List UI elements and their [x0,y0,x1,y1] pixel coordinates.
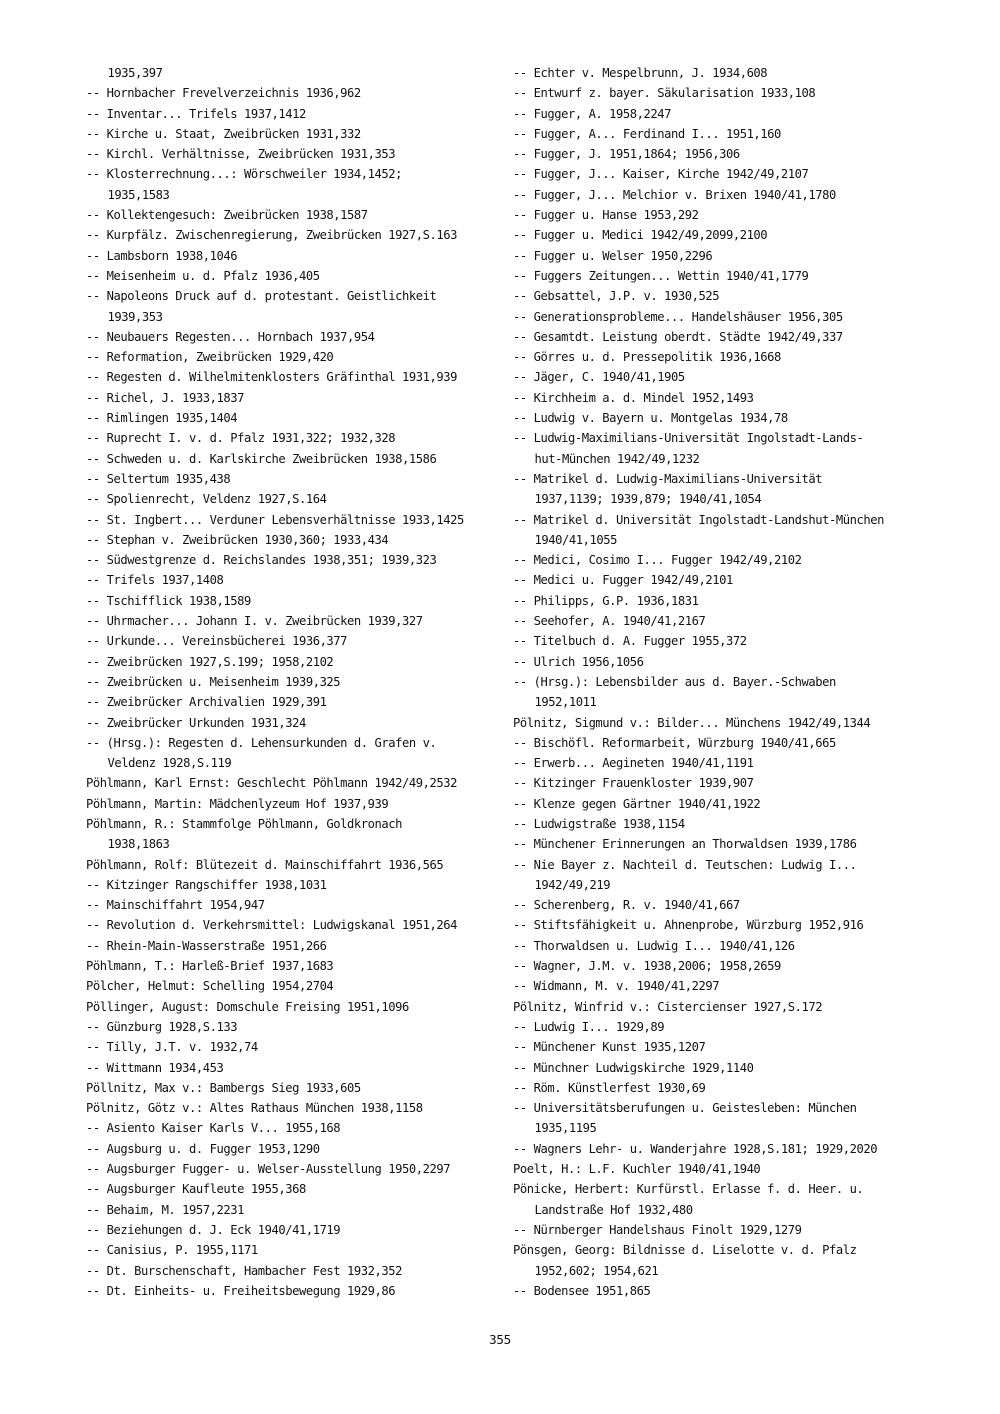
index-entry: -- Augsburger Fugger- u. Welser-Ausstellung 1950,2297 [86,1161,451,1177]
index-entry: -- Kirchheim a. d. Mindel 1952,1493 [513,389,754,405]
index-entry: -- Ruprecht I. v. d. Pfalz 1931,322; 1932,328 [86,430,396,446]
index-entry: Pöllinger, August: Domschule Freising 1951,1096 [86,998,409,1014]
index-entry: -- Fugger, J. 1951,1864; 1956,306 [513,146,740,162]
index-entry: -- Generationsprobleme... Handelshäuser 1956,305 [513,308,843,324]
index-entry: Pöhlmann, T.: Harleß-Brief 1937,1683 [86,958,334,974]
index-entry: Pöhlmann, Rolf: Blütezeit d. Mainschiffahrt 1936,565 [86,856,444,872]
index-entry: -- Stiftsfähigkeit u. Ahnenprobe, Würzburg 1952,916 [513,917,864,933]
index-entry: -- Zweibrücker Archivalien 1929,391 [86,694,327,710]
index-entry: -- Ulrich 1956,1056 [513,653,644,669]
index-entry: -- Matrikel d. Universität Ingolstadt-Landshut-München [513,511,884,527]
index-entry: -- Kollektengesuch: Zweibrücken 1938,1587 [86,207,368,223]
index-entry: -- Fugger u. Hanse 1953,292 [513,207,699,223]
index-entry: -- Lambsborn 1938,1046 [86,247,238,263]
index-entry: -- Titelbuch d. A. Fugger 1955,372 [513,633,747,649]
index-entry: -- Widmann, M. v. 1940/41,2297 [513,978,720,994]
index-entry: -- Fugger, J... Kaiser, Kirche 1942/49,2107 [513,166,809,182]
index-entry: -- Tschifflick 1938,1589 [86,592,251,608]
index-entry: Poelt, H.: L.F. Kuchler 1940/41,1940 [513,1161,761,1177]
index-entry: Pöllnitz, Max v.: Bambergs Sieg 1933,605 [86,1079,361,1095]
index-entry: -- Entwurf z. bayer. Säkularisation 1933,108 [513,85,816,101]
index-entry: -- Röm. Künstlerfest 1930,69 [513,1079,706,1095]
index-entry: -- (Hrsg.): Lebensbilder aus d. Bayer.-Schwaben [513,673,836,689]
index-entry: -- Bodensee 1951,865 [513,1282,651,1298]
index-entry: -- Mainschiffahrt 1954,947 [86,897,265,913]
index-entry: -- Gebsattel, J.P. v. 1930,525 [513,288,720,304]
index-entry: -- Beziehungen d. J. Eck 1940/41,1719 [86,1221,341,1237]
index-entry: -- (Hrsg.): Regesten d. Lehensurkunden d. Grafen v. [86,734,437,750]
index-entry: -- Scherenberg, R. v. 1940/41,667 [513,897,740,913]
index-entry-continuation: 1935,1195 [534,1120,597,1136]
index-entry-continuation: 1937,1139; 1939,879; 1940/41,1054 [534,491,762,507]
index-entry: -- Ludwig I... 1929,89 [513,1018,665,1034]
index-entry: -- Dt. Einheits- u. Freiheitsbewegung 1929,86 [86,1282,396,1298]
index-entry: -- Münchener Erinnerungen an Thorwaldsen 1939,1786 [513,836,857,852]
index-entry: -- Trifels 1937,1408 [86,572,224,588]
index-entry-continuation: 1952,602; 1954,621 [534,1262,659,1278]
index-entry: -- Münchner Ludwigskirche 1929,1140 [513,1059,754,1075]
index-entry: -- Seltertum 1935,438 [86,470,231,486]
index-entry: -- Seehofer, A. 1940/41,2167 [513,613,706,629]
index-entry: -- Uhrmacher... Johann I. v. Zweibrücken 1939,327 [86,613,423,629]
index-entry: -- Zweibrücken 1927,S.199; 1958,2102 [86,653,334,669]
index-entry: -- Kitzinger Frauenkloster 1939,907 [513,775,754,791]
index-entry: -- Napoleons Druck auf d. protestant. Geistlichkeit [86,288,437,304]
index-entry: -- Fugger, A... Ferdinand I... 1951,160 [513,125,781,141]
index-entry: -- Kurpfälz. Zwischenregierung, Zweibrücken 1927,S.163 [86,227,457,243]
index-entry-continuation: 1942/49,219 [534,876,611,892]
index-entry: -- Matrikel d. Ludwig-Maximilians-Universität [513,470,823,486]
index-entry: Pölcher, Helmut: Schelling 1954,2704 [86,978,334,994]
index-entry: -- Münchener Kunst 1935,1207 [513,1039,706,1055]
index-entry: Pölnitz, Götz v.: Altes Rathaus München 1938,1158 [86,1100,423,1116]
page-number: 355 [489,1332,511,1347]
index-entry: -- Erwerb... Aegineten 1940/41,1191 [513,755,754,771]
index-entry: -- St. Ingbert... Verduner Lebensverhältnisse 1933,1425 [86,511,464,527]
index-entry: -- Echter v. Mespelbrunn, J. 1934,608 [513,65,768,80]
index-entry: -- Zweibrücker Urkunden 1931,324 [86,714,306,730]
index-entry: Pölnitz, Winfrid v.: Cistercienser 1927,S.172 [513,998,823,1014]
index-entry: -- Fugger u. Welser 1950,2296 [513,247,713,263]
index-entry: -- Neubauers Regesten... Hornbach 1937,954 [86,328,375,344]
index-entry-continuation: hut-München 1942/49,1232 [534,450,700,466]
index-entry: -- Spolienrecht, Veldenz 1927,S.164 [86,491,327,507]
index-entry: Pölnitz, Sigmund v.: Bilder... Münchens 1942/49,1344 [513,714,871,730]
index-entry: -- Bischöfl. Reformarbeit, Würzburg 1940/41,665 [513,734,836,750]
index-entry: -- Ludwigstraße 1938,1154 [513,815,685,831]
right-column [513,63,918,1301]
index-entry: -- Wittmann 1934,453 [86,1059,224,1075]
index-entry-continuation: 1938,1863 [107,836,170,852]
index-entry: Pönicke, Herbert: Kurfürstl. Erlasse f. d. Heer. u. [513,1181,864,1197]
left-column [86,63,506,1301]
index-entry: -- Südwestgrenze d. Reichslandes 1938,351; 1939,323 [86,552,437,568]
index-entry: -- Kitzinger Rangschiffer 1938,1031 [86,876,327,892]
index-entry: -- Canisius, P. 1955,1171 [86,1242,258,1258]
index-entry: -- Ludwig v. Bayern u. Montgelas 1934,78 [513,410,788,426]
index-entry-continuation: 1952,1011 [534,694,597,710]
index-entry: -- Urkunde... Vereinsbücherei 1936,377 [86,633,348,649]
index-entry: -- Meisenheim u. d. Pfalz 1936,405 [86,267,320,283]
index-entry: -- Kirchl. Verhältnisse, Zweibrücken 1931,353 [86,146,396,162]
index-entry: -- Reformation, Zweibrücken 1929,420 [86,349,334,365]
index-entry: -- Behaim, M. 1957,2231 [86,1201,245,1217]
index-entry: -- Fuggers Zeitungen... Wettin 1940/41,1779 [513,267,809,283]
index-entry: -- Fugger u. Medici 1942/49,2099,2100 [513,227,768,243]
index-entry: Pöhlmann, R.: Stammfolge Pöhlmann, Goldkronach [86,815,403,831]
index-entry: -- Dt. Burschenschaft, Hambacher Fest 1932,352 [86,1262,403,1278]
index-entry: -- Medici u. Fugger 1942/49,2101 [513,572,733,588]
index-entry: -- Nürnberger Handelshaus Finolt 1929,1279 [513,1221,802,1237]
index-entry-continuation: 1935,397 [107,65,163,80]
index-entry-continuation: Veldenz 1928,S.119 [107,755,232,771]
index-entry: -- Jäger, C. 1940/41,1905 [513,369,685,385]
index-entry: -- Stephan v. Zweibrücken 1930,360; 1933,434 [86,531,389,547]
index-entry: -- Augsburg u. d. Fugger 1953,1290 [86,1140,320,1156]
index-entry: -- Günzburg 1928,S.133 [86,1018,238,1034]
index-entry: -- Fugger, J... Melchior v. Brixen 1940/41,1780 [513,186,836,202]
index-entry: -- Gesamtdt. Leistung oberdt. Städte 1942/49,337 [513,328,843,344]
index-entry: -- Tilly, J.T. v. 1932,74 [86,1039,258,1055]
index-entry: Pöhlmann, Karl Ernst: Geschlecht Pöhlmann 1942/49,2532 [86,775,457,791]
index-entry: -- Philipps, G.P. 1936,1831 [513,592,699,608]
index-entry: -- Regesten d. Wilhelmitenklosters Gräfinthal 1931,939 [86,369,457,385]
index-entry: -- Asiento Kaiser Karls V... 1955,168 [86,1120,341,1136]
index-entry: -- Görres u. d. Pressepolitik 1936,1668 [513,349,781,365]
index-entry: -- Hornbacher Frevelverzeichnis 1936,962 [86,85,361,101]
index-entry: -- Klosterrechnung...: Wörschweiler 1934,1452; [86,166,403,182]
index-entry: -- Rimlingen 1935,1404 [86,410,238,426]
index-entry: -- Augsburger Kaufleute 1955,368 [86,1181,306,1197]
index-entry: -- Revolution d. Verkehrsmittel: Ludwigskanal 1951,264 [86,917,457,933]
index-entry: -- Medici, Cosimo I... Fugger 1942/49,2102 [513,552,802,568]
index-entry: -- Klenze gegen Gärtner 1940/41,1922 [513,795,761,811]
index-entry: -- Kirche u. Staat, Zweibrücken 1931,332 [86,125,361,141]
index-entry: Pöhlmann, Martin: Mädchenlyzeum Hof 1937,939 [86,795,389,811]
index-entry: -- Wagner, J.M. v. 1938,2006; 1958,2659 [513,958,781,974]
index-entry: -- Wagners Lehr- u. Wanderjahre 1928,S.181; 1929,2020 [513,1140,878,1156]
index-entry-continuation: 1939,353 [107,308,163,324]
index-entry: -- Universitätsberufungen u. Geistesleben: München [513,1100,857,1116]
index-entry: -- Zweibrücken u. Meisenheim 1939,325 [86,673,341,689]
index-entry-continuation: 1935,1583 [107,186,170,202]
index-entry: -- Thorwaldsen u. Ludwig I... 1940/41,126 [513,937,795,953]
index-entry: Pönsgen, Georg: Bildnisse d. Liselotte v. d. Pfalz [513,1242,857,1258]
index-entry: -- Richel, J. 1933,1837 [86,389,245,405]
index-entry: -- Schweden u. d. Karlskirche Zweibrücken 1938,1586 [86,450,437,466]
index-entry-continuation: Landstraße Hof 1932,480 [534,1201,693,1217]
index-entry: -- Nie Bayer z. Nachteil d. Teutschen: Ludwig I... [513,856,857,872]
index-entry: -- Fugger, A. 1958,2247 [513,105,672,121]
index-entry: -- Rhein-Main-Wasserstraße 1951,266 [86,937,327,953]
index-entry-continuation: 1940/41,1055 [534,531,618,547]
index-entry: -- Ludwig-Maximilians-Universität Ingolstadt-Lands- [513,430,864,446]
index-entry: -- Inventar... Trifels 1937,1412 [86,105,306,121]
